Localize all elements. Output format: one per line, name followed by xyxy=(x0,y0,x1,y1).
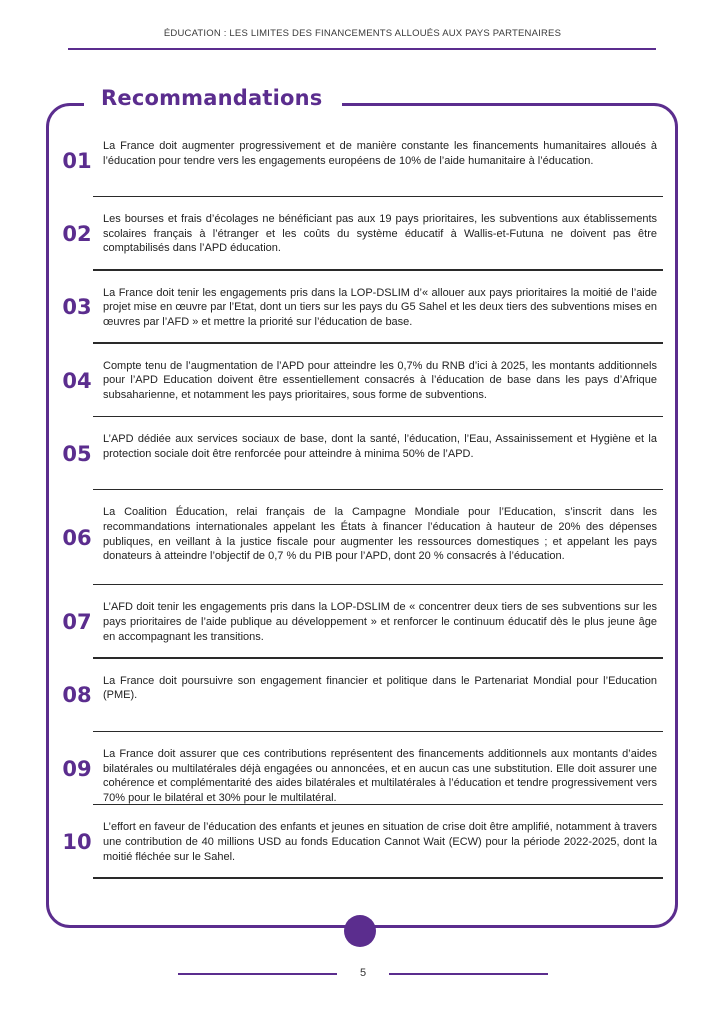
page-number: 5 xyxy=(359,967,367,979)
recommendation-text: La Coalition Éducation, relai français de la Campagne Mondiale pour l’Education, s’inscrit dans les recommandations internationales appelant les États à financer l’éducation à hauteur de 20% des dépenses publiques, en veillant à la justice fiscale pour augmenter les ressources domestiques ; et appelant les pays donateurs à atteindre l’objectif de 0,7 % du PIB pour l’APD, dont 20 % consacrés à l’éducation. xyxy=(103,506,657,563)
recommendation-number: 03 xyxy=(62,295,92,320)
recommendation-number: 09 xyxy=(62,756,92,781)
recommendation-item xyxy=(56,659,666,732)
recommendation-text: Les bourses et frais d’écolages ne bénéficiant pas aux 19 pays prioritaires, les subventions aux établissements scolaires français à l’étranger et les coûts du système éducatif à Wallis-et-Futuna ne doivent pas être comptabilisés dans l’APD éducation. xyxy=(103,213,657,255)
recommendation-item xyxy=(56,490,666,585)
recommendation-number: 04 xyxy=(62,368,92,393)
footer-rule-right xyxy=(389,973,548,975)
recommendation-item xyxy=(56,124,666,197)
footer-rule-left xyxy=(178,973,337,975)
recommendation-item xyxy=(56,417,666,490)
divider xyxy=(93,877,663,879)
recommendation-number: 02 xyxy=(62,221,92,246)
section-title: Recommandations xyxy=(101,86,323,110)
recommendation-item xyxy=(56,585,666,658)
running-header: ÉDUCATION : LES LIMITES DES FINANCEMENTS ALLOUÉS AUX PAYS PARTENAIRES xyxy=(163,28,562,39)
recommendation-number: 07 xyxy=(62,610,92,635)
recommendation-number: 01 xyxy=(62,148,92,173)
recommendation-item xyxy=(56,805,666,878)
decorative-circle xyxy=(344,915,376,947)
recommendation-text: La France doit poursuivre son engagement financier et politique dans le Partenariat Mondial pour l’Education (PME). xyxy=(103,674,657,702)
recommendation-text: Compte tenu de l’augmentation de l’APD pour atteindre les 0,7% du RNB d’ici à 2025, les montants additionnels pour l’APD Education doivent être essentiellement consacrés à l’éducation de base dans les pays d’Afrique subsaharienne, et notamment les pays prioritaires, sous forme de subventions. xyxy=(103,359,657,402)
recommendation-text: L’AFD doit tenir les engagements pris dans la LOP-DSLIM de « concentrer deux tiers de ses subventions sur les pays prioritaires de l’aide publique au développement » et renforcer le continuum éducatif dès le plus jeune âge en accompagnant les transitions. xyxy=(103,601,657,643)
recommendation-text: La France doit tenir les engagements pris dans la LOP-DSLIM d’« allouer aux pays prioritaires la moitié de l’aide projet mise en œuvre par l’Etat, dont un tiers sur les pays du G5 Sahel et les deux tiers des subventions mises en œuvres par l’AFD » et mettre la priorité sur l’éducation de base. xyxy=(103,286,657,328)
recommendation-text: L’effort en faveur de l’éducation des enfants et jeunes en situation de crise doit être amplifié, notamment à travers une contribution de 40 millions USD au fonds Education Cannot Wait (ECW) pour la période 2022-2025, dont la moitié fléchée sur le Sahel. xyxy=(103,821,657,863)
recommendation-number: 05 xyxy=(62,441,92,466)
recommendation-text: La France doit assurer que ces contributions représentent des financements additionnels aux montants d’aides bilatérales ou multilatérales déjà engagées ou annoncées, et en aucun cas une substitution. Elle doit assurer une cohérence et complémentarité des aides bilatérales et multilatérales à l’éducation et tendre progressivement vers 70% pour le bilatéral et 30% pour le multilatéral. xyxy=(103,748,657,804)
recommendation-item xyxy=(56,271,666,344)
recommendation-number: 06 xyxy=(62,525,92,550)
recommendations-list xyxy=(56,124,666,879)
header-rule xyxy=(68,48,656,50)
recommendation-item xyxy=(56,197,666,270)
recommendation-number: 10 xyxy=(62,830,92,855)
recommendation-text: La France doit augmenter progressivement et de manière constante les financements humanitaires alloués à l’éducation pour tendre vers les engagements européens de 10% de l’aide humanitaire à l’éducation. xyxy=(103,140,657,167)
recommendation-item xyxy=(56,344,666,417)
recommendation-number: 08 xyxy=(62,683,92,708)
recommendation-text: L’APD dédiée aux services sociaux de base, dont la santé, l’éducation, l’Eau, Assainissement et Hygiène et la protection sociale doit être renforcée pour atteindre à minima 50% de l’APD. xyxy=(103,433,657,460)
recommendation-item xyxy=(56,732,666,805)
